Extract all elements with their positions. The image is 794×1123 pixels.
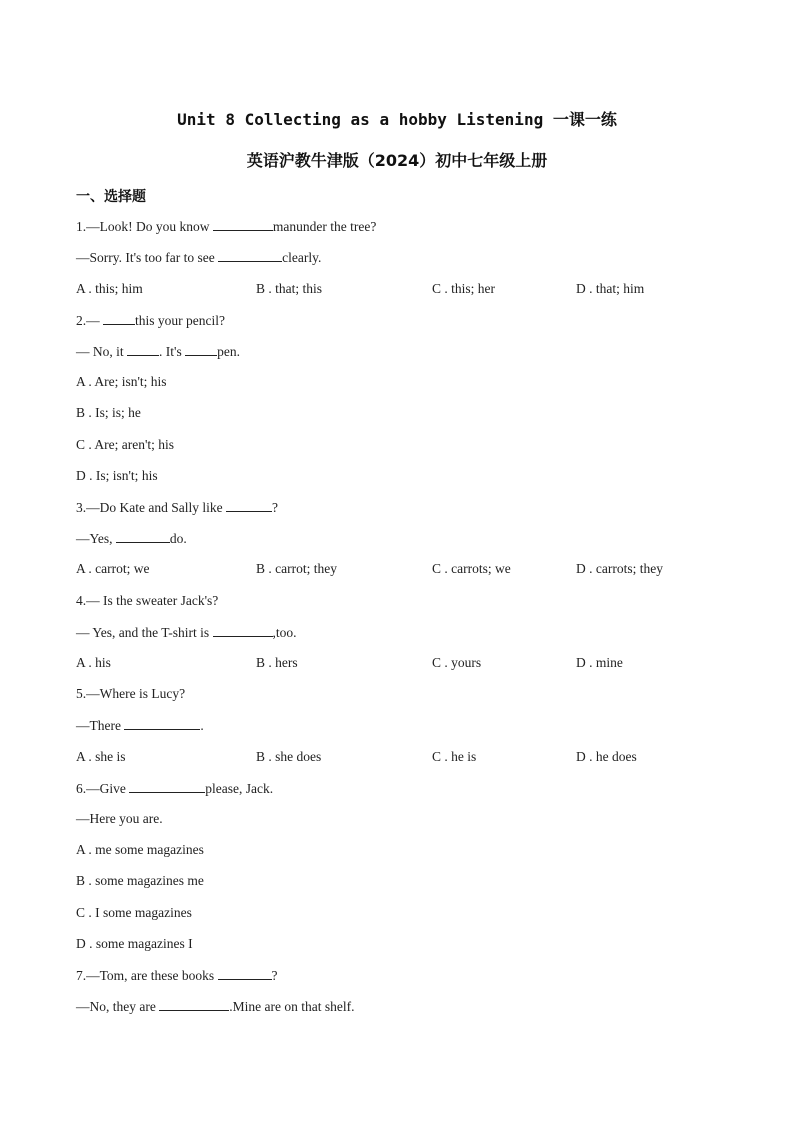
question-6-option-b: B . some magazines me xyxy=(76,873,204,888)
answer-blank xyxy=(185,343,217,356)
question-6-prompt: 6.—Give please, Jack. xyxy=(76,781,274,796)
answer-blank xyxy=(213,218,273,231)
question-1-reply: —Sorry. It's too far to see clearly. xyxy=(76,250,322,265)
question-6-option-a: A . me some magazines xyxy=(76,842,204,857)
question-5-option-d: D . he does xyxy=(576,749,637,764)
answer-blank xyxy=(129,780,205,793)
answer-blank xyxy=(116,530,170,543)
question-4-option-c: C . yours xyxy=(432,655,482,670)
question-1-option-c: C . this; her xyxy=(432,281,495,296)
answer-blank xyxy=(127,343,159,356)
question-6-reply: —Here you are. xyxy=(76,811,163,826)
question-2-option-b: B . Is; is; he xyxy=(76,405,141,420)
question-2-option-d: D . Is; isn't; his xyxy=(76,468,158,483)
answer-blank xyxy=(218,967,272,980)
question-2-option-c: C . Are; aren't; his xyxy=(76,437,175,452)
question-2-prompt: 2.— this your pencil? xyxy=(76,313,225,328)
question-3-prompt: 3.—Do Kate and Sally like ? xyxy=(76,500,278,515)
question-7-prompt: 7.—Tom, are these books ? xyxy=(76,968,278,983)
page-subtitle: 英语沪教牛津版（2024）初中七年级上册 xyxy=(246,151,548,170)
question-5-option-a: A . she is xyxy=(76,749,126,764)
question-6-option-d: D . some magazines I xyxy=(76,936,193,951)
question-5-option-c: C . he is xyxy=(432,749,477,764)
question-1-option-d: D . that; him xyxy=(576,281,645,296)
question-1-prompt: 1.—Look! Do you know manunder the tree? xyxy=(76,219,377,234)
answer-blank xyxy=(124,717,200,730)
question-7-reply: —No, they are .Mine are on that shelf. xyxy=(76,999,355,1014)
question-6-option-c: C . I some magazines xyxy=(76,905,192,920)
question-5-prompt: 5.—Where is Lucy? xyxy=(76,686,186,701)
question-2-reply: — No, it . It's pen. xyxy=(76,344,240,359)
question-4-option-a: A . his xyxy=(76,655,111,670)
question-3-reply: —Yes, do. xyxy=(76,531,187,546)
answer-blank xyxy=(159,998,229,1011)
question-4-reply: — Yes, and the T-shirt is ,too. xyxy=(76,625,297,640)
answer-blank xyxy=(213,624,273,637)
question-3-option-d: D . carrots; they xyxy=(576,561,663,576)
question-4-prompt: 4.— Is the sweater Jack's? xyxy=(76,593,219,608)
section-heading: 一、选择题 xyxy=(76,189,146,205)
question-3-option-b: B . carrot; they xyxy=(256,561,337,576)
answer-blank xyxy=(226,499,272,512)
question-1-option-b: B . that; this xyxy=(256,281,323,296)
answer-blank xyxy=(218,249,282,262)
question-3-option-a: A . carrot; we xyxy=(76,561,150,576)
question-4-option-b: B . hers xyxy=(256,655,298,670)
page-title: Unit 8 Collecting as a hobby Listening 一课一练 xyxy=(177,110,617,129)
question-4-option-d: D . mine xyxy=(576,655,623,670)
answer-blank xyxy=(103,312,135,325)
question-1-option-a: A . this; him xyxy=(76,281,143,296)
question-2-option-a: A . Are; isn't; his xyxy=(76,374,167,389)
question-5-option-b: B . she does xyxy=(256,749,322,764)
question-3-option-c: C . carrots; we xyxy=(432,561,511,576)
question-5-reply: —There . xyxy=(76,718,204,733)
